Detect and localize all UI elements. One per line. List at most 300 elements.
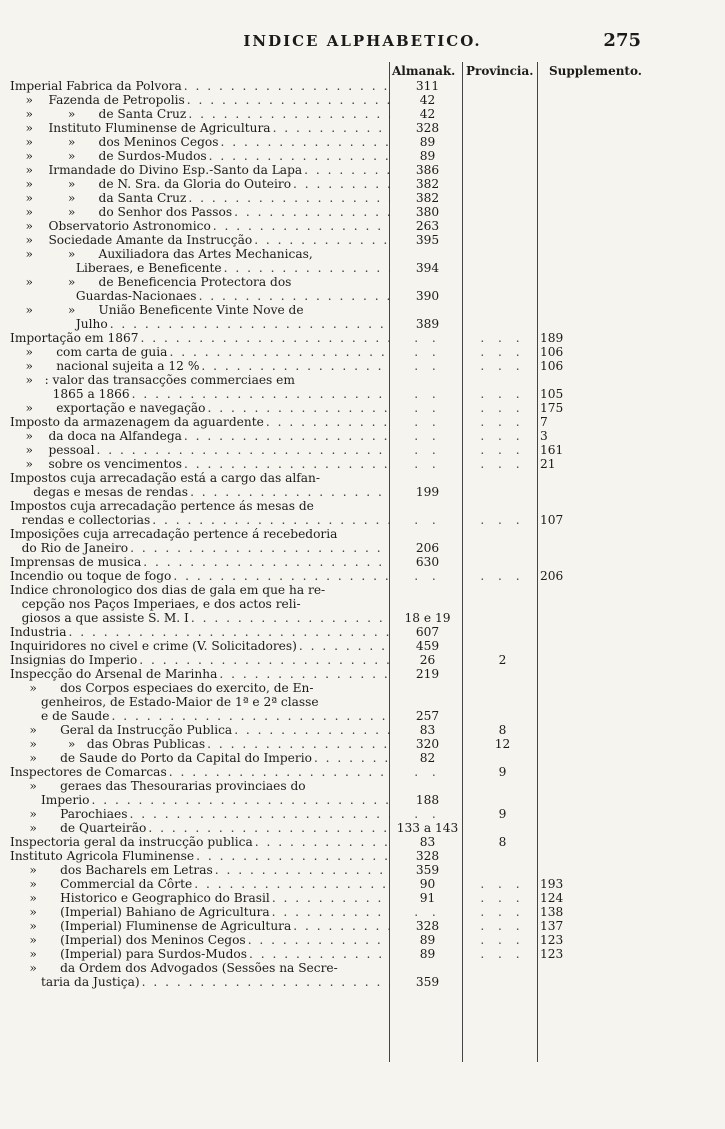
index-entry xyxy=(10,640,390,654)
supplemento-page-cell xyxy=(540,430,640,444)
provincia-page-cell xyxy=(465,178,540,192)
entry-line xyxy=(10,318,390,332)
provincia-page-cell xyxy=(465,948,540,962)
almanak-page: 320 xyxy=(415,738,440,752)
entry-line xyxy=(10,934,390,948)
almanak-page-cell xyxy=(390,136,465,150)
provincia-page-cell xyxy=(465,500,540,528)
supplemento-page: 175 xyxy=(540,402,564,416)
provincia-page-cell xyxy=(465,150,540,164)
dot-leader xyxy=(234,724,390,738)
dot-leader xyxy=(130,542,390,556)
index-entry xyxy=(10,850,390,864)
almanak-page: 328 xyxy=(415,122,440,136)
almanak-page: . . xyxy=(414,332,441,346)
entry-line xyxy=(10,682,390,696)
index-entry xyxy=(10,724,390,738)
index-entry xyxy=(10,878,390,892)
column-header-supplemento: Supplemento. xyxy=(549,64,642,78)
index-row xyxy=(10,94,640,108)
almanak-page: 42 xyxy=(419,94,436,108)
entry-line xyxy=(10,892,390,906)
dot-leader xyxy=(68,626,390,640)
provincia-page: 9 xyxy=(498,808,507,822)
almanak-page: 328 xyxy=(415,850,440,864)
entry-text: » de Saude do Porto da Capital do Imperio xyxy=(10,752,312,766)
provincia-page-cell xyxy=(465,906,540,920)
supplemento-page-cell xyxy=(540,108,640,122)
almanak-page-cell xyxy=(390,402,465,416)
entry-text: degas e mesas de rendas xyxy=(10,485,189,500)
entry-text: » Historico e Geographico do Brasil xyxy=(10,892,270,906)
dot-leader xyxy=(129,808,390,822)
supplemento-page: 106 xyxy=(540,360,564,374)
almanak-page: . . xyxy=(414,808,441,822)
index-row xyxy=(10,304,640,332)
dot-leader xyxy=(215,864,390,878)
almanak-page: 389 xyxy=(415,317,440,332)
entry-text: Importação em 1867 xyxy=(10,332,139,346)
provincia-page-cell xyxy=(465,122,540,136)
provincia-page-cell xyxy=(465,570,540,584)
almanak-page: 390 xyxy=(415,289,440,304)
provincia-page-cell xyxy=(465,626,540,640)
almanak-page-cell xyxy=(390,682,465,724)
index-entry xyxy=(10,150,390,164)
dot-leader xyxy=(188,108,390,122)
supplemento-page-cell xyxy=(540,122,640,136)
provincia-page-cell xyxy=(465,234,540,248)
provincia-page-cell xyxy=(465,738,540,752)
dot-leader xyxy=(184,458,390,472)
almanak-page-cell xyxy=(390,248,465,276)
entry-line xyxy=(10,248,390,262)
provincia-page: . . . xyxy=(480,416,525,430)
provincia-page-cell xyxy=(465,402,540,416)
index-row xyxy=(10,864,640,878)
dot-leader xyxy=(184,430,390,444)
almanak-page-cell xyxy=(390,472,465,500)
entry-text: » (Imperial) Bahiano de Agricultura xyxy=(10,906,270,920)
page-number: 275 xyxy=(603,30,641,51)
almanak-page: 26 xyxy=(419,654,436,668)
almanak-page-cell xyxy=(390,122,465,136)
index-entry xyxy=(10,500,390,528)
almanak-page-cell xyxy=(390,892,465,906)
dot-leader xyxy=(188,192,390,206)
index-row xyxy=(10,332,640,346)
entry-line xyxy=(10,766,390,780)
entry-text: do Rio de Janeiro xyxy=(10,541,129,556)
index-row xyxy=(10,766,640,780)
almanak-page-cell xyxy=(390,94,465,108)
almanak-page: 83 xyxy=(419,724,436,738)
dot-leader xyxy=(132,388,390,402)
supplemento-page: 105 xyxy=(540,387,564,402)
entry-text: » Observatorio Astronomico xyxy=(10,220,211,234)
provincia-page: . . . xyxy=(480,360,525,374)
entry-text: Incendio ou toque de fogo xyxy=(10,570,172,584)
almanak-page: 206 xyxy=(415,541,440,556)
almanak-page: . . xyxy=(414,444,441,458)
almanak-page: 89 xyxy=(419,934,436,948)
supplemento-page-cell xyxy=(540,878,640,892)
entry-text: » » do Senhor dos Passos xyxy=(10,206,233,220)
dot-leader xyxy=(143,556,390,570)
index-row xyxy=(10,920,640,934)
entry-line xyxy=(10,948,390,962)
almanak-page-cell xyxy=(390,346,465,360)
index-row xyxy=(10,752,640,766)
index-row xyxy=(10,878,640,892)
entry-text: » (Imperial) para Surdos-Mudos xyxy=(10,948,248,962)
almanak-page-cell xyxy=(390,150,465,164)
entry-text: Imperio xyxy=(10,793,90,808)
entry-line xyxy=(10,80,390,94)
almanak-page: . . xyxy=(414,387,441,402)
index-entry xyxy=(10,822,390,836)
supplemento-page-cell xyxy=(540,556,640,570)
entry-text: » sobre os vencimentos xyxy=(10,458,182,472)
index-row xyxy=(10,570,640,584)
index-entry xyxy=(10,360,390,374)
supplemento-page-cell xyxy=(540,654,640,668)
provincia-page: . . . xyxy=(480,892,525,906)
index-entry xyxy=(10,892,390,906)
almanak-page: 257 xyxy=(415,709,440,724)
index-row xyxy=(10,360,640,374)
provincia-page-cell xyxy=(465,220,540,234)
almanak-page: . . xyxy=(414,360,441,374)
index-row xyxy=(10,276,640,304)
almanak-page: 459 xyxy=(415,640,440,654)
dot-leader xyxy=(272,906,390,920)
supplemento-page-cell xyxy=(540,724,640,738)
index-row xyxy=(10,472,640,500)
entry-text: Inspectores de Comarcas xyxy=(10,766,167,780)
supplemento-page-cell xyxy=(540,248,640,276)
almanak-page-cell xyxy=(390,808,465,822)
dot-leader xyxy=(190,486,390,500)
provincia-page-cell xyxy=(465,444,540,458)
entry-text: » » das Obras Publicas xyxy=(10,738,206,752)
entry-line xyxy=(10,164,390,178)
index-row xyxy=(10,374,640,402)
entry-text: » Parochiaes xyxy=(10,808,128,822)
supplemento-page-cell xyxy=(540,164,640,178)
dot-leader xyxy=(111,710,390,724)
supplemento-page-cell xyxy=(540,682,640,724)
provincia-page-cell xyxy=(465,94,540,108)
supplemento-page-cell xyxy=(540,836,640,850)
supplemento-page-cell xyxy=(540,360,640,374)
provincia-page-cell xyxy=(465,724,540,738)
entry-line xyxy=(10,262,390,276)
provincia-page: 8 xyxy=(498,836,507,850)
supplemento-page: 206 xyxy=(540,570,564,584)
entry-line xyxy=(10,710,390,724)
almanak-page: 311 xyxy=(415,80,440,94)
supplemento-page-cell xyxy=(540,458,640,472)
index-row xyxy=(10,136,640,150)
supplemento-page-cell xyxy=(540,416,640,430)
almanak-page: 607 xyxy=(415,626,440,640)
entry-line xyxy=(10,94,390,108)
dot-leader xyxy=(148,822,390,836)
supplemento-page-cell xyxy=(540,444,640,458)
page-title: INDICE ALPHABETICO. xyxy=(243,32,482,50)
dot-leader xyxy=(213,220,390,234)
index-row xyxy=(10,234,640,248)
entry-text: Imposto da armazenagem da aguardente xyxy=(10,416,264,430)
almanak-page-cell xyxy=(390,374,465,402)
entry-line xyxy=(10,374,390,388)
almanak-page: 83 xyxy=(419,836,436,850)
provincia-page-cell xyxy=(465,822,540,836)
dot-leader xyxy=(209,150,390,164)
provincia-page: . . . xyxy=(480,430,525,444)
index-row xyxy=(10,584,640,626)
supplemento-page: 124 xyxy=(540,892,564,906)
almanak-page-cell xyxy=(390,780,465,808)
almanak-page: 382 xyxy=(415,192,440,206)
almanak-page-cell xyxy=(390,206,465,220)
provincia-page: . . . xyxy=(480,920,525,934)
almanak-page: 395 xyxy=(415,234,440,248)
almanak-page: 394 xyxy=(415,261,440,276)
index-entry xyxy=(10,626,390,640)
entry-line xyxy=(10,458,390,472)
dot-leader xyxy=(187,94,390,108)
almanak-page-cell xyxy=(390,724,465,738)
provincia-page-cell xyxy=(465,528,540,556)
index-row xyxy=(10,836,640,850)
index-entry xyxy=(10,304,390,332)
page-header xyxy=(0,30,725,58)
index-row xyxy=(10,150,640,164)
supplemento-page-cell xyxy=(540,822,640,836)
dot-leader xyxy=(142,976,390,990)
provincia-page: 9 xyxy=(498,766,507,780)
supplemento-page-cell xyxy=(540,892,640,906)
almanak-page-cell xyxy=(390,500,465,528)
almanak-page-cell xyxy=(390,640,465,654)
index-row xyxy=(10,822,640,836)
supplemento-page-cell xyxy=(540,934,640,948)
index-row xyxy=(10,500,640,528)
supplemento-page-cell xyxy=(540,808,640,822)
entry-text: » : valor das transacções commerciaes em xyxy=(10,374,295,388)
almanak-page-cell xyxy=(390,332,465,346)
supplemento-page: 137 xyxy=(540,920,564,934)
dot-leader xyxy=(91,794,390,808)
index-entry xyxy=(10,864,390,878)
almanak-page-cell xyxy=(390,276,465,304)
entry-text: Liberaes, e Beneficente xyxy=(10,261,222,276)
dot-leader xyxy=(293,178,390,192)
entry-line xyxy=(10,206,390,220)
index-entry xyxy=(10,248,390,276)
provincia-page-cell xyxy=(465,962,540,990)
almanak-page-cell xyxy=(390,584,465,626)
provincia-page-cell xyxy=(465,332,540,346)
supplemento-page-cell xyxy=(540,150,640,164)
entry-text: » pessoal xyxy=(10,444,95,458)
entry-text: » » da Santa Cruz xyxy=(10,192,187,206)
provincia-page-cell xyxy=(465,920,540,934)
almanak-page: 91 xyxy=(419,892,436,906)
almanak-page: . . xyxy=(414,513,441,528)
almanak-page-cell xyxy=(390,570,465,584)
almanak-page-cell xyxy=(390,164,465,178)
index-entry xyxy=(10,668,390,682)
entry-line xyxy=(10,906,390,920)
almanak-page-cell xyxy=(390,556,465,570)
index-row xyxy=(10,654,640,668)
entry-line xyxy=(10,486,390,500)
dot-leader xyxy=(96,444,390,458)
index-entry xyxy=(10,906,390,920)
index-row xyxy=(10,724,640,738)
entry-text: » nacional sujeita a 12 % xyxy=(10,360,200,374)
entry-line xyxy=(10,234,390,248)
provincia-page-cell xyxy=(465,668,540,682)
dot-leader xyxy=(169,346,390,360)
entry-line xyxy=(10,598,390,612)
almanak-page-cell xyxy=(390,304,465,332)
supplemento-page: 7 xyxy=(540,416,548,430)
index-entry xyxy=(10,430,390,444)
index-row xyxy=(10,122,640,136)
almanak-page: 382 xyxy=(415,178,440,192)
entry-text: » Geral da Instrucção Publica xyxy=(10,724,233,738)
supplemento-page-cell xyxy=(540,500,640,528)
provincia-page-cell xyxy=(465,346,540,360)
provincia-page-cell xyxy=(465,850,540,864)
entry-line xyxy=(10,668,390,682)
supplemento-page-cell xyxy=(540,402,640,416)
entry-line xyxy=(10,388,390,402)
provincia-page-cell xyxy=(465,640,540,654)
entry-text: » » de N. Sra. da Gloria do Outeiro xyxy=(10,178,292,192)
almanak-page-cell xyxy=(390,752,465,766)
entry-line xyxy=(10,514,390,528)
entry-text: » Fazenda de Petropolis xyxy=(10,94,185,108)
entry-line xyxy=(10,836,390,850)
entry-line xyxy=(10,724,390,738)
entry-line xyxy=(10,276,390,290)
provincia-page-cell xyxy=(465,878,540,892)
almanak-page: . . xyxy=(414,346,441,360)
entry-text: Impostos cuja arrecadação pertence ás mesas de xyxy=(10,500,314,514)
index-row xyxy=(10,556,640,570)
supplemento-page-cell xyxy=(540,528,640,556)
index-entry xyxy=(10,962,390,990)
index-table xyxy=(10,80,640,990)
index-row xyxy=(10,416,640,430)
entry-line xyxy=(10,402,390,416)
entry-text: » Irmandade do Divino Esp.-Santo da Lapa xyxy=(10,164,303,178)
almanak-page-cell xyxy=(390,178,465,192)
entry-text: Imprensas de musica xyxy=(10,556,142,570)
supplemento-page-cell xyxy=(540,850,640,864)
almanak-page-cell xyxy=(390,822,465,836)
almanak-page: 90 xyxy=(419,878,436,892)
provincia-page-cell xyxy=(465,556,540,570)
almanak-page: 380 xyxy=(415,206,440,220)
supplemento-page-cell xyxy=(540,962,640,990)
entry-text: » » de Surdos-Mudos xyxy=(10,150,207,164)
entry-text: Industria xyxy=(10,626,67,640)
entry-line xyxy=(10,122,390,136)
entry-line xyxy=(10,780,390,794)
entry-text: » Sociedade Amante da Instrucção xyxy=(10,234,253,248)
dot-leader xyxy=(249,948,390,962)
provincia-page: 2 xyxy=(498,654,507,668)
entry-text: Inspectoria geral da instrucção publica xyxy=(10,836,253,850)
index-row xyxy=(10,528,640,556)
index-body xyxy=(10,80,640,990)
dot-leader xyxy=(196,850,390,864)
almanak-page-cell xyxy=(390,836,465,850)
dot-leader xyxy=(169,766,390,780)
entry-line xyxy=(10,332,390,346)
entry-text: » com carta de guia xyxy=(10,346,168,360)
provincia-page-cell xyxy=(465,584,540,626)
almanak-page: 263 xyxy=(415,220,440,234)
index-entry xyxy=(10,766,390,780)
index-entry xyxy=(10,94,390,108)
dot-leader xyxy=(266,416,390,430)
entry-line xyxy=(10,640,390,654)
almanak-page-cell xyxy=(390,668,465,682)
supplemento-page-cell xyxy=(540,192,640,206)
index-entry xyxy=(10,738,390,752)
entry-line xyxy=(10,528,390,542)
provincia-page: . . . xyxy=(480,878,525,892)
index-entry xyxy=(10,836,390,850)
index-row xyxy=(10,850,640,864)
supplemento-page-cell xyxy=(540,864,640,878)
almanak-page-cell xyxy=(390,528,465,556)
index-entry xyxy=(10,164,390,178)
supplemento-page: 123 xyxy=(540,934,564,948)
almanak-page: . . xyxy=(414,402,441,416)
supplemento-page-cell xyxy=(540,780,640,808)
dot-leader xyxy=(201,360,390,374)
index-entry xyxy=(10,346,390,360)
index-entry xyxy=(10,920,390,934)
supplemento-page-cell xyxy=(540,584,640,626)
almanak-page: 328 xyxy=(415,920,440,934)
index-entry xyxy=(10,472,390,500)
entry-line xyxy=(10,584,390,598)
provincia-page: . . . xyxy=(480,906,525,920)
supplemento-page-cell xyxy=(540,304,640,332)
provincia-page: . . . xyxy=(480,458,525,472)
supplemento-page-cell xyxy=(540,472,640,500)
dot-leader xyxy=(254,234,390,248)
index-entry xyxy=(10,276,390,304)
supplemento-page: 21 xyxy=(540,458,556,472)
provincia-page: . . . xyxy=(480,402,525,416)
index-row xyxy=(10,346,640,360)
provincia-page-cell xyxy=(465,682,540,724)
entry-text: » dos Corpos especiaes do exercito, de En- xyxy=(10,682,314,696)
index-entry xyxy=(10,584,390,626)
entry-line xyxy=(10,416,390,430)
index-entry xyxy=(10,108,390,122)
